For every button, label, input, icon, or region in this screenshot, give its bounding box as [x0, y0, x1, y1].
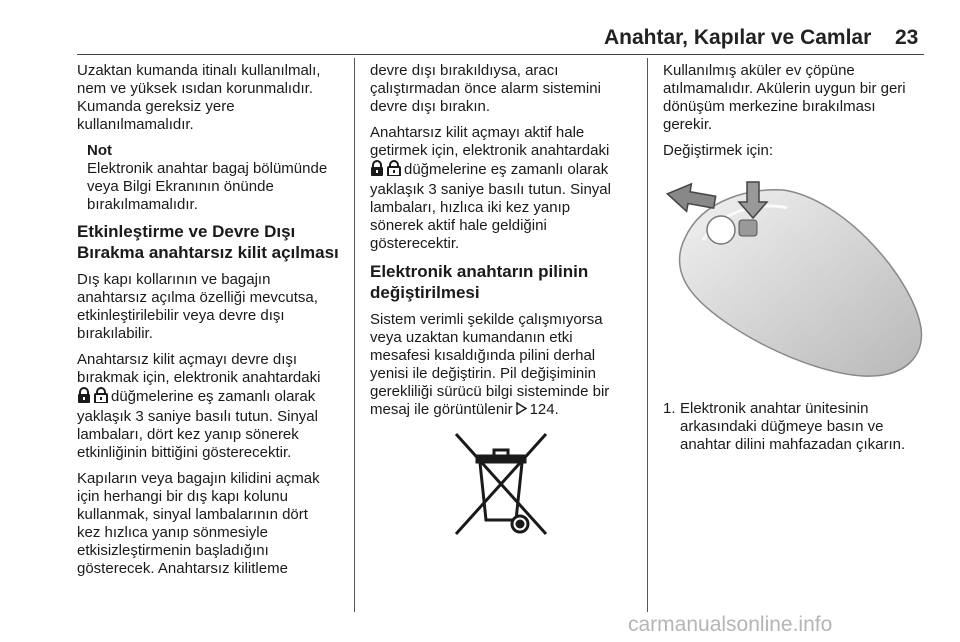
note-label: Not [87, 142, 112, 159]
note-text: Elektronik anahtar bagaj bölümünde veya Bilgi Ekranının önünde bırakılmamalıdır. [87, 160, 328, 213]
list-item [663, 400, 928, 454]
intro-paragraph: Uzaktan kumanda itinalı kullanılmalı, nem ve yüksek ısıdan korunmalıdır. Kumanda gereksiz yere kullanılmamalıdır. [77, 62, 321, 133]
battery-text: Sistem verimli şekilde çalışmıyorsa veya uzaktan kumandanın etki mesafesi kısaldığında pilini derhal yenisi ile değiştirin. Pil değişiminin gerekliliği sürücü bilgi sisteminde bir mesaj ile görüntülenir [370, 311, 610, 418]
page-reference-link[interactable]: 124. [529, 401, 559, 418]
padlock-closed-icon [370, 160, 384, 181]
page-header-title: Anahtar, Kapılar ve Camlar [604, 26, 872, 49]
activate-paragraph [370, 124, 642, 253]
disposal-paragraph: Kullanılmış aküler ev çöpüne atılmamalıdır. Akülerin uygun bir geri dönüşüm merkezine bırakılması gerekir. [663, 62, 906, 133]
page-number: 23 [895, 26, 919, 49]
alarm-paragraph: devre dışı bırakıldıysa, aracı çalıştırmadan önce alarm sistemini devre dışı bırakın. [370, 62, 601, 115]
activate-text-before: Anahtarsız kilit açmayı aktif hale getirmek için, elektronik anahtardaki [370, 124, 610, 159]
battery-paragraph [370, 311, 642, 420]
column-divider [647, 58, 648, 612]
column-3 [663, 62, 928, 454]
key-fob-illustration [663, 168, 925, 382]
weee-symbol [446, 432, 556, 545]
watermark: carmanualsonline.info [628, 613, 833, 636]
note-box [87, 142, 347, 214]
activate-text-after: düğmelerine eş zamanlı olarak yaklaşık 3 saniye basılı tutun. Sinyal lambaları, hızlıca iki kez yanıp sönerek aktif hale geldiğini gösterecektir. [370, 161, 611, 252]
deactivate-paragraph [77, 351, 347, 462]
steps-list [663, 400, 928, 454]
column-divider [354, 58, 355, 612]
step-number: 1. [663, 400, 676, 417]
section-heading-keyless: Etkinleştirme ve Devre Dışı Bırakma anahtarsız kilit açılması [77, 222, 339, 262]
padlock-open-icon [387, 160, 401, 181]
padlock-closed-icon [77, 387, 91, 408]
deactivation-confirm-paragraph: Kapıların veya bagajın kilidini açmak için herhangi bir dış kapı kolunu kullanmak, sinyal lambalarının dört kez hızlıca yanıp sönmesiyle etkisizleştirmenin başladığını gösterecek. Anahtarsız kilitleme [77, 470, 320, 577]
step-text: Elektronik anahtar ünitesinin arkasındaki düğmeye basın ve anahtar dilini mahfazadan çıkarın. [680, 400, 906, 453]
section-heading-battery: Elektronik anahtarın pilinin değiştirilmesi [370, 262, 589, 302]
column-1 [77, 62, 347, 586]
crossed-out-wheelie-bin-icon [446, 432, 556, 540]
header-rule [77, 54, 924, 55]
deactivate-text-before: Anahtarsız kilit açmayı devre dışı bırakmak için, elektronik anahtardaki [77, 351, 321, 386]
page-reference-arrow-icon [516, 402, 527, 420]
replace-intro: Değiştirmek için: [663, 142, 774, 159]
keyless-paragraph: Dış kapı kollarının ve bagajın anahtarsız açılma özelliği mevcutsa, etkinleştirilebilir veya devre dışı bırakılabilir. [77, 271, 318, 342]
padlock-open-icon [94, 387, 108, 408]
column-2 [370, 62, 642, 428]
deactivate-text-after: düğmelerine eş zamanlı olarak yaklaşık 3 saniye basılı tutun. Sinyal lambaları, dört kez yanıp sönerek etkinliğinin bittiğini gösterecektir. [77, 388, 318, 461]
